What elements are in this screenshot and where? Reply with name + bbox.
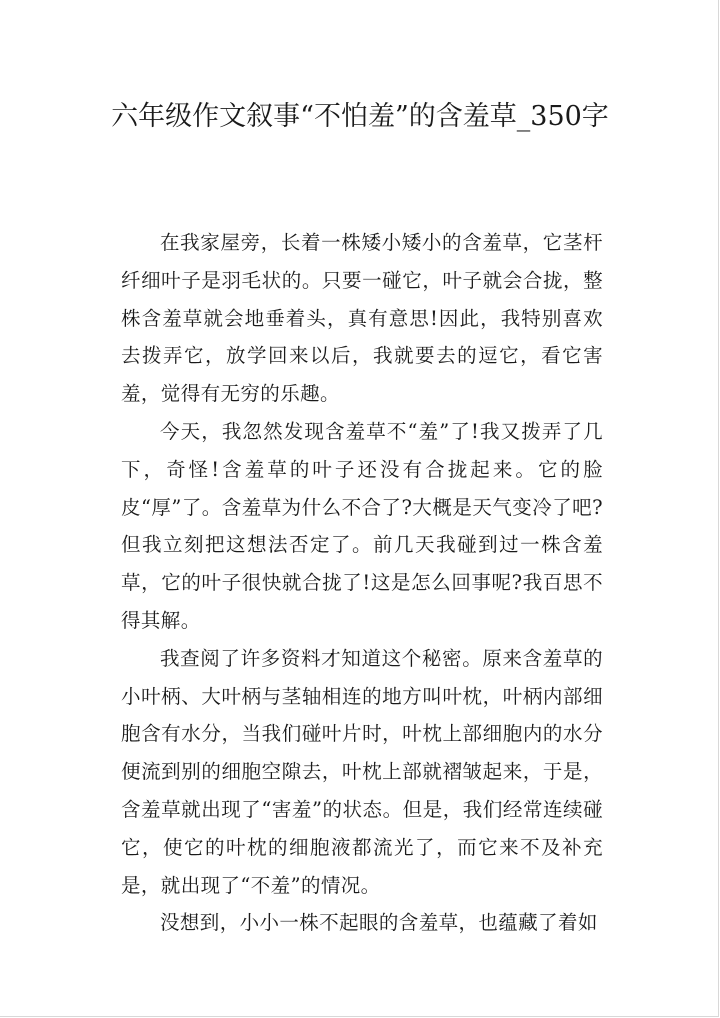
document-title: 六年级作文叙事“不怕羞”的含羞草_350字 [111,101,609,132]
paragraph: 没想到，小小一株不起眼的含羞草，也蕴藏了着如 [160,911,598,935]
document-body [121,224,603,942]
paragraph: 我查阅了许多资料才知道这个秘密。原来含羞草的小叶柄、大叶柄与茎轴相连的地方叫叶枕，叶柄内部细胞含有水分，当我们碰叶片时，叶枕上部细胞内的水分便流到别的细胞空隙去，叶枕上部就褶皱起来，于是，含羞草就出现了“害羞”的状态。但是，我们经常连续碰它，使它的叶枕的细胞液都流光了，而它来不及补充是，就出现了“不羞”的情况。 [121,646,603,897]
paragraph: 今天，我忽然发现含羞草不“羞”了!我又拨弄了几下，奇怪!含羞草的叶子还没有合拢起来。它的脸皮“厚”了。含羞草为什么不合了?大概是天气变冷了吧?但我立刻把这想法否定了。前几天我碰到过一株含羞草，它的叶子很快就合拢了!这是怎么回事呢?我百思不得其解。 [121,419,603,632]
paragraph: 在我家屋旁，长着一株矮小矮小的含羞草，它茎杆纤细叶子是羽毛状的。只要一碰它，叶子就会合拢，整株含羞草就会地垂着头，真有意思!因此，我特别喜欢去拨弄它，放学回来以后，我就要去的逗它，看它害羞，觉得有无穷的乐趣。 [121,231,603,406]
